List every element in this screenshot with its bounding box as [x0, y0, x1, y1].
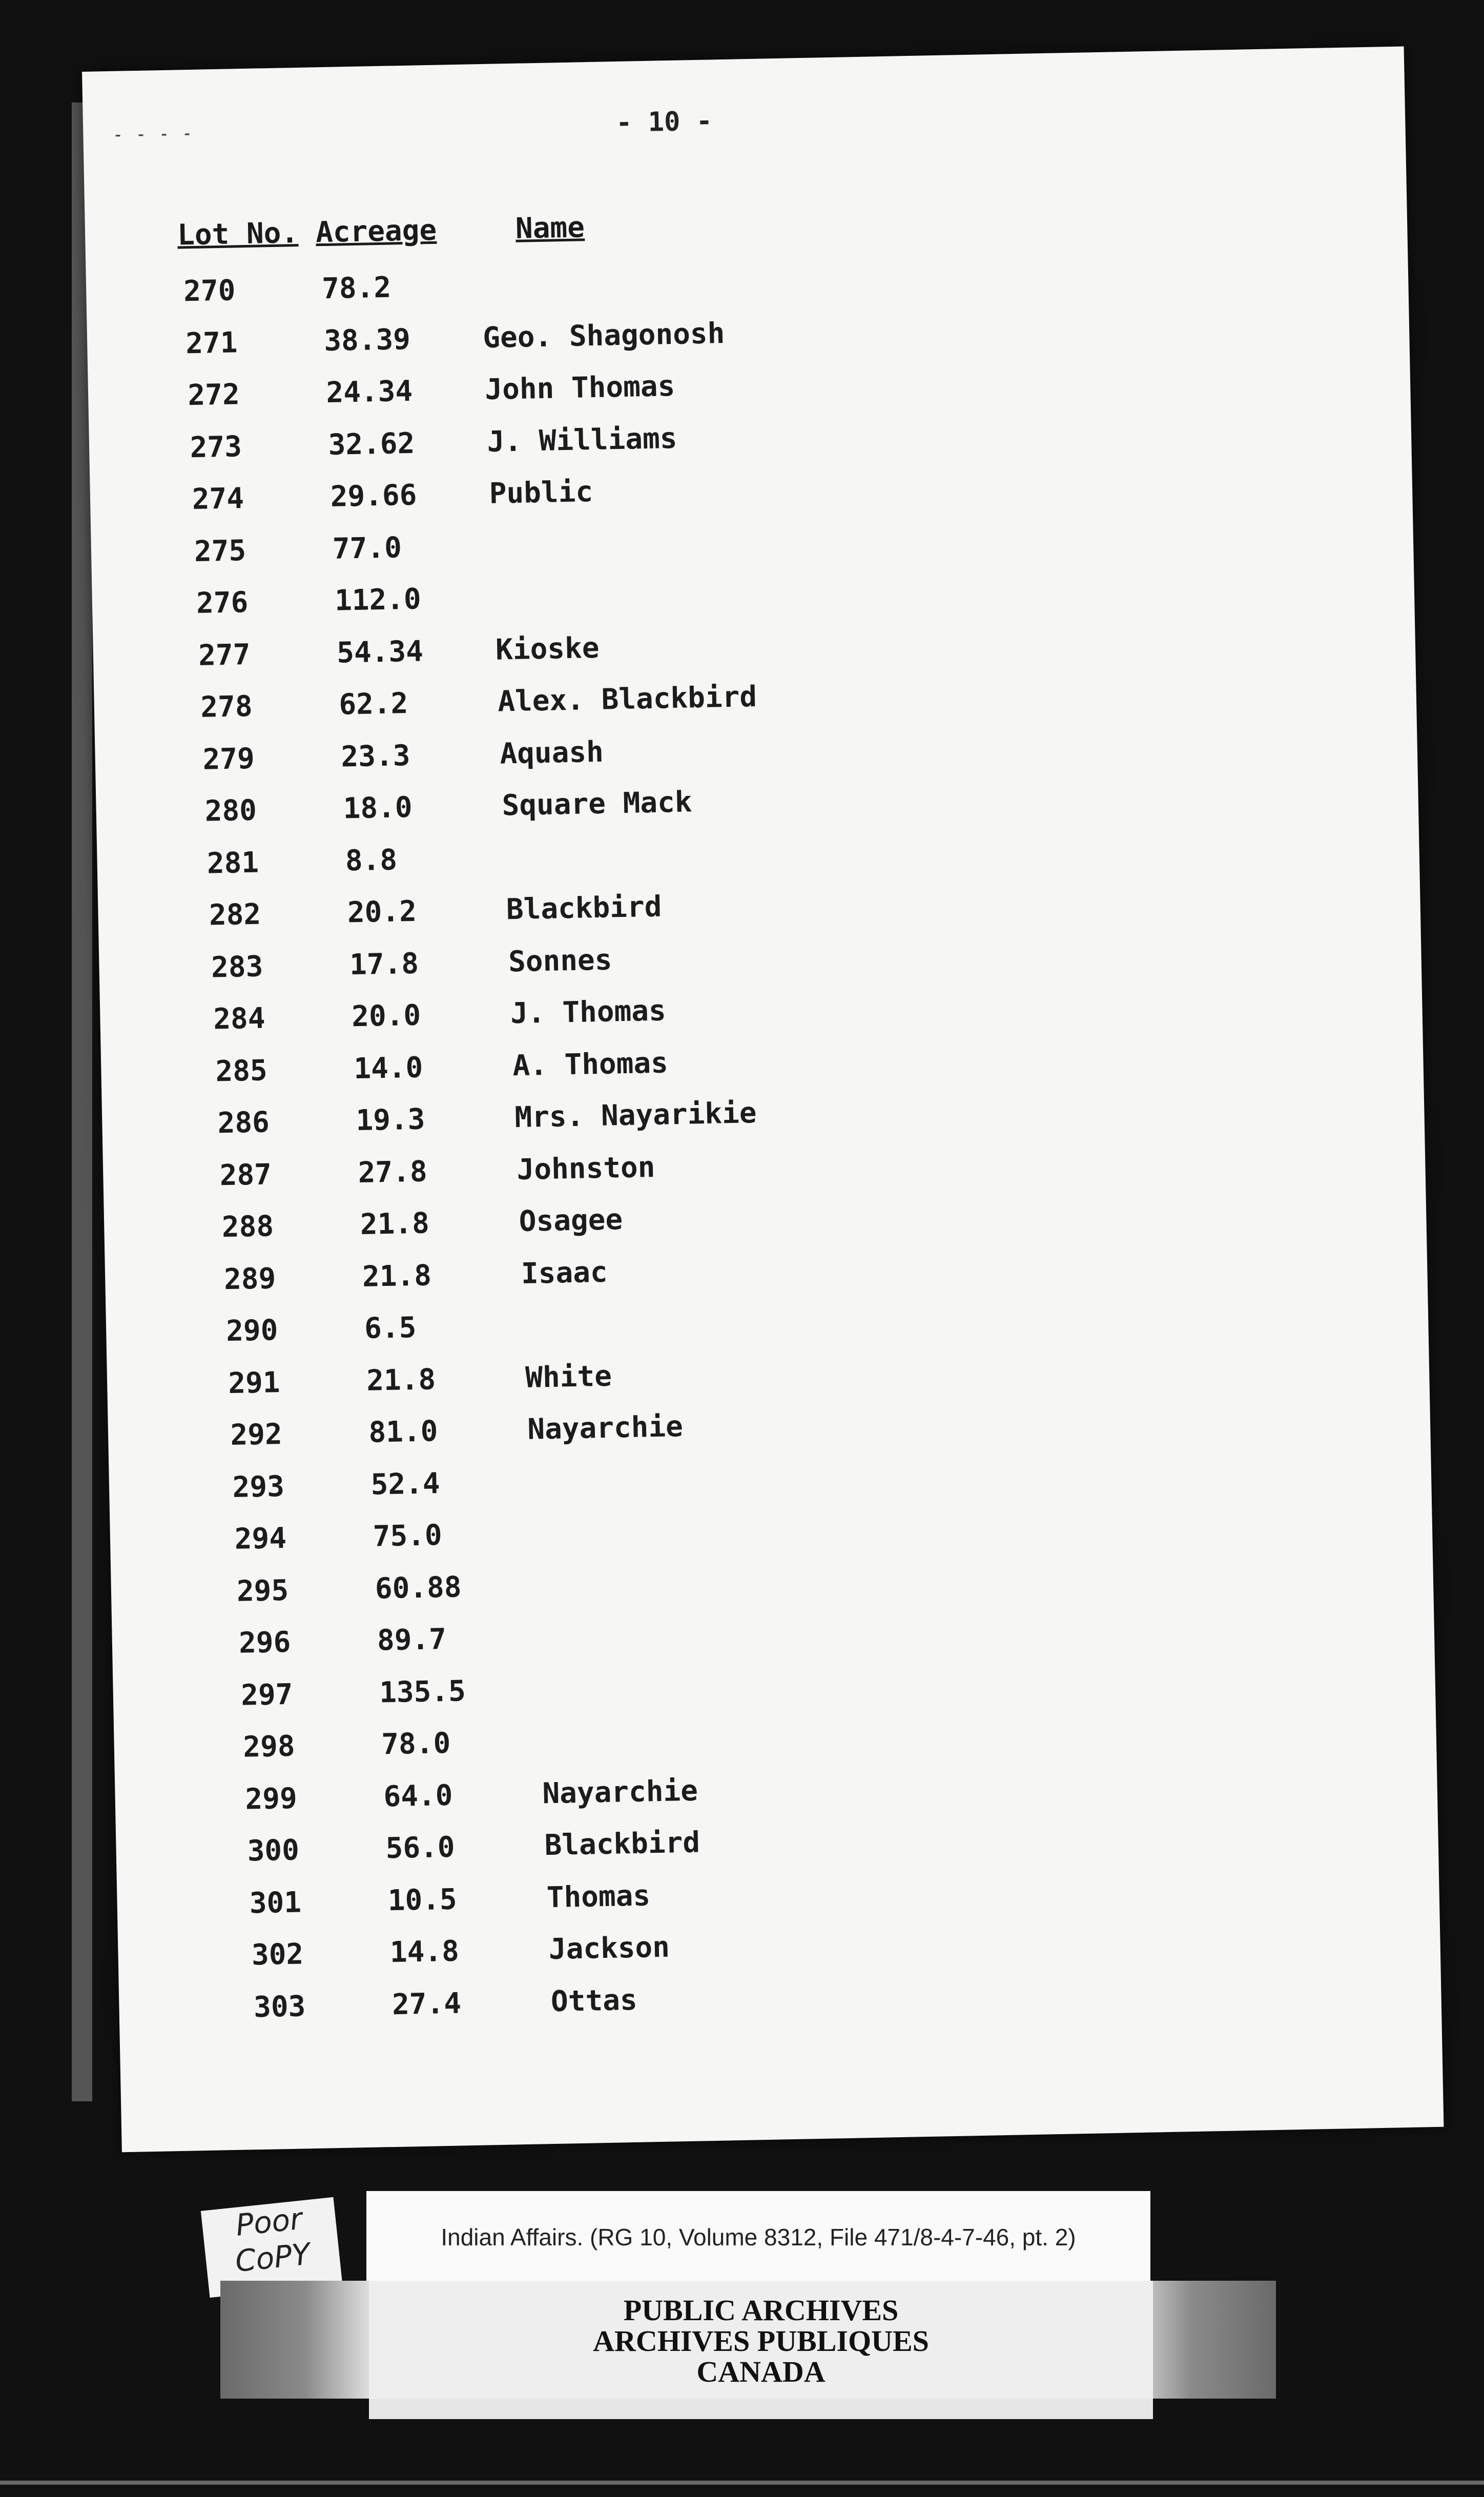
lot-number: 272	[187, 378, 240, 413]
lot-number: 273	[190, 429, 242, 464]
acreage-value: 78.2	[321, 271, 391, 306]
lot-number: 296	[238, 1625, 291, 1660]
lot-number: 299	[244, 1782, 298, 1816]
owner-name: Ottas	[550, 1983, 638, 2018]
header-name: Name	[515, 211, 585, 245]
acreage-value: 54.34	[336, 634, 424, 670]
owner-name: J. Thomas	[510, 994, 667, 1031]
acreage-value: 8.8	[345, 843, 398, 877]
lot-number: 284	[213, 1001, 266, 1036]
owner-name: Nayarchie	[527, 1409, 684, 1446]
owner-name: A. Thomas	[512, 1046, 669, 1082]
archives-line1: PUBLIC ARCHIVES	[623, 2294, 899, 2327]
owner-name: Mrs. Nayarikie	[514, 1096, 757, 1135]
lot-number: 278	[200, 689, 253, 724]
page-number: - 10 -	[615, 106, 713, 139]
acreage-value: 56.0	[385, 1830, 456, 1866]
owner-name: Kioske	[495, 631, 600, 667]
owner-name: Geo. Shagonosh	[482, 316, 725, 355]
lot-number: 276	[196, 585, 249, 620]
lot-number: 302	[251, 1937, 304, 1972]
lot-number: 292	[230, 1417, 283, 1452]
acreage-value: 21.8	[360, 1206, 430, 1241]
owner-name: Public	[489, 475, 593, 510]
acreage-value: 20.2	[347, 894, 417, 930]
lot-number: 294	[234, 1521, 287, 1556]
owner-name: Alex. Blackbird	[497, 680, 757, 719]
owner-name: Sonnes	[508, 943, 612, 978]
owner-name: J. Williams	[486, 421, 678, 459]
acreage-value: 27.4	[391, 1986, 462, 2021]
lot-number: 295	[236, 1573, 289, 1608]
acreage-value: 18.0	[343, 790, 413, 826]
acreage-value: 24.34	[325, 374, 413, 410]
lot-number: 300	[247, 1833, 300, 1868]
acreage-value: 21.8	[362, 1258, 432, 1294]
acreage-value: 81.0	[368, 1415, 438, 1449]
lot-number: 289	[223, 1261, 276, 1296]
acreage-value: 29.66	[330, 478, 417, 514]
acreage-value: 62.2	[338, 687, 408, 722]
acreage-value: 38.39	[323, 322, 411, 358]
lot-number: 280	[204, 793, 257, 828]
archives-label	[369, 2281, 1153, 2399]
lot-number: 270	[183, 274, 236, 309]
acreage-value: 14.0	[353, 1051, 423, 1086]
lot-number: 298	[242, 1729, 296, 1764]
acreage-value: 60.88	[375, 1570, 462, 1606]
lot-number: 282	[209, 897, 261, 932]
lot-number: 283	[211, 950, 263, 984]
acreage-value: 6.5	[364, 1311, 417, 1345]
owner-name: Aquash	[499, 735, 604, 771]
lot-number: 288	[221, 1210, 274, 1244]
acreage-value: 77.0	[332, 530, 402, 566]
acreage-value: 21.8	[366, 1362, 436, 1398]
owner-name: Johnston	[517, 1150, 655, 1186]
acreage-value: 52.4	[370, 1466, 441, 1502]
owner-name: Thomas	[546, 1878, 651, 1914]
owner-name: White	[525, 1359, 612, 1395]
frame-bottom-line	[0, 2481, 1484, 2485]
lot-number: 291	[228, 1365, 281, 1400]
owner-name: Square Mack	[502, 785, 693, 823]
acreage-value: 23.3	[340, 739, 411, 774]
acreage-value: 75.0	[373, 1519, 443, 1553]
owner-name: Isaac	[521, 1255, 608, 1291]
acreage-value: 17.8	[349, 947, 419, 981]
header-acreage: Acreage	[315, 213, 437, 250]
owner-name: Osagee	[519, 1203, 623, 1239]
lot-number: 274	[192, 482, 244, 517]
lot-table-body	[183, 255, 1242, 2043]
owner-name: Nayarchie	[542, 1774, 698, 1810]
lot-number: 287	[219, 1157, 272, 1192]
acreage-value: 14.8	[389, 1934, 460, 1970]
acreage-value: 78.0	[381, 1726, 451, 1762]
acreage-value: 89.7	[377, 1622, 447, 1657]
acreage-value: 64.0	[383, 1778, 453, 1813]
header-lot-no: Lot No.	[177, 216, 299, 252]
lot-number: 290	[225, 1314, 278, 1348]
lot-number: 285	[215, 1053, 268, 1088]
acreage-value: 20.0	[351, 998, 421, 1034]
lot-number: 301	[249, 1885, 302, 1920]
lot-number: 293	[232, 1469, 285, 1504]
lot-number: 303	[253, 1989, 306, 2024]
poor-copy-line2: CoPY	[233, 2236, 312, 2279]
acreage-value: 32.62	[328, 426, 415, 462]
archives-line2: ARCHIVES PUBLIQUES	[593, 2324, 929, 2358]
lot-number: 281	[207, 846, 259, 881]
acreage-value: 135.5	[379, 1674, 466, 1709]
acreage-value: 27.8	[358, 1154, 428, 1190]
lot-number: 271	[185, 325, 238, 360]
corner-marks: ⁃ ⁃ ⁃ ⁃	[114, 126, 194, 146]
acreage-value: 10.5	[387, 1882, 458, 1917]
archives-line3: CANADA	[696, 2355, 826, 2388]
acreage-value: 112.0	[334, 582, 422, 618]
owner-name: Jackson	[548, 1930, 670, 1967]
owner-name: Blackbird	[506, 890, 662, 927]
lot-number: 275	[194, 534, 246, 568]
label-bottom-bar	[369, 2399, 1153, 2419]
archive-citation: Indian Affairs. (RG 10, Volume 8312, File 471/8-4-7-46, pt. 2)	[366, 2191, 1150, 2283]
lot-number: 277	[198, 638, 251, 672]
lot-number: 286	[217, 1106, 270, 1140]
poor-copy-line1: Poor	[234, 2201, 304, 2243]
lot-number: 279	[202, 742, 255, 776]
document-page	[82, 46, 1444, 2152]
lot-number: 297	[240, 1677, 294, 1712]
owner-name: John Thomas	[484, 369, 675, 407]
acreage-value: 19.3	[355, 1102, 426, 1138]
owner-name: Blackbird	[544, 1826, 700, 1862]
